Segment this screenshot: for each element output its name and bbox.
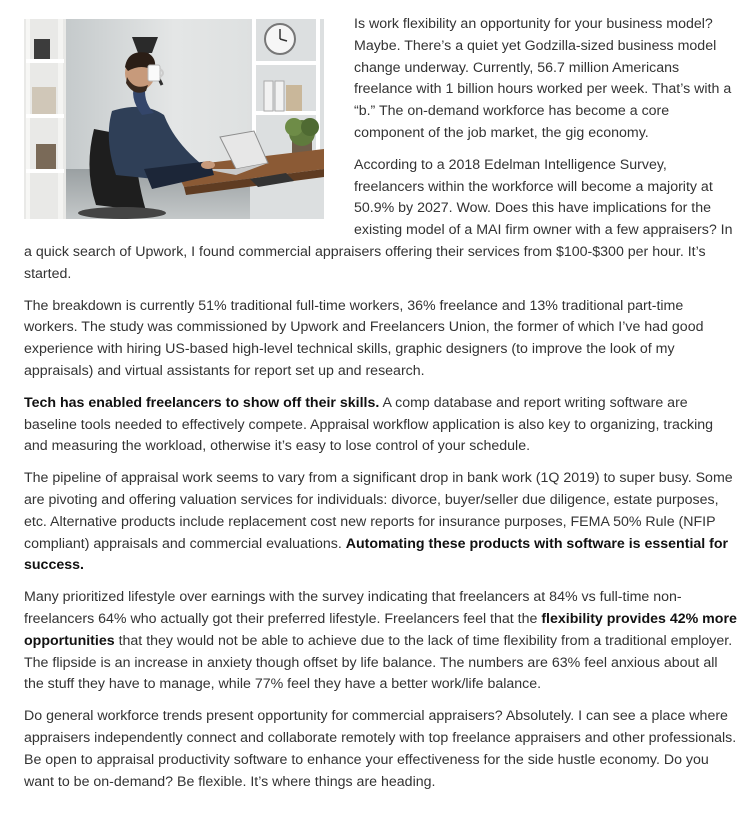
paragraph-conclusion: Do general workforce trends present opportunity for commercial appraisers? Absolutely. I can see a place where appraisers independently connect and collaborate remotely with top freelance appraisers and other professionals. Be open to appraisal productivity software to enhance your effectiveness for the side hustle economy. Do you want to be on-demand? Be flexible. It’s where things are heading. <box>24 708 737 790</box>
paragraph-tech <box>24 393 737 458</box>
paragraph-pipeline <box>24 468 737 577</box>
bold-flexibility-statement: flexibility provides 42% more opportunities <box>24 610 737 649</box>
paragraph-lifestyle <box>24 587 737 696</box>
paragraph-pipeline-text: The pipeline of appraisal work seems to vary from a significant drop in bank work (1Q 2019) to super busy. Some are pivoting and offering valuation services for individuals: divorce, buyer/seller due diligence, estate purposes, etc. Alternative products include replacement cost new reports for insurance purposes, FEMA 50% Rule (NFIP compliant) appraisals and commercial evaluations. <box>24 470 733 552</box>
paragraph-lifestyle-end: that they would not be able to achieve due to the lack of time flexibility from a traditional employer. The flipside is an increase in anxiety though offset by life balance. The numbers are 63% feel anxious about all the stuff they have to manage, while 77% feel they have a better work/life balance. <box>24 632 733 693</box>
bold-automation-statement: Automating these products with software is essential for success. <box>24 535 729 574</box>
paragraph-breakdown: The breakdown is currently 51% traditional full-time workers, 36% freelance and 13% traditional part-time workers. The study was commissioned by Upwork and Freelancers Union, the former of which I’ve had good experience with hiring US-based high-level technical skills, graphic designers (to improve the look of my appraisals) and virtual assistants for report set up and research. <box>24 297 704 379</box>
man-drinking-coffee-at-laptop-photo <box>24 19 324 219</box>
paragraph-lifestyle-start: Many prioritized lifestyle over earnings with the survey indicating that freelancers at 84% vs full-time non-freelancers 64% who actually got their preferred lifestyle. Freelancers feel that the <box>24 589 682 627</box>
paragraph-intro: Is work flexibility an opportunity for your business model? Maybe. There’s a quiet yet Godzilla-sized business model change underway. Currently, 56.7 million Americans freelance with 1 billion hours worked per week. That’s with a “b.” The on-demand workforce has become a core component of the job market, the gig economy. <box>354 16 732 141</box>
paragraph-tech-text: A comp database and report writing software are baseline tools needed to effectively compete. Appraisal workflow application is also key to organizing, tracking and measuring the workload, otherwise it’s easy to lose control of your schedule. <box>24 394 714 455</box>
paragraph-survey: According to a 2018 Edelman Intelligence Survey, freelancers within the workforce will become a majority at 50.9% by 2027. Wow. Does this have implications for the existing model of a MAI firm owner with a few appraisers? In a quick search of Upwork, I found commercial appraisers offering their services from $100-$300 per hour. It’s started. <box>24 156 733 282</box>
bold-tech-statement: Tech has enabled freelancers to show off their skills. <box>24 394 380 411</box>
